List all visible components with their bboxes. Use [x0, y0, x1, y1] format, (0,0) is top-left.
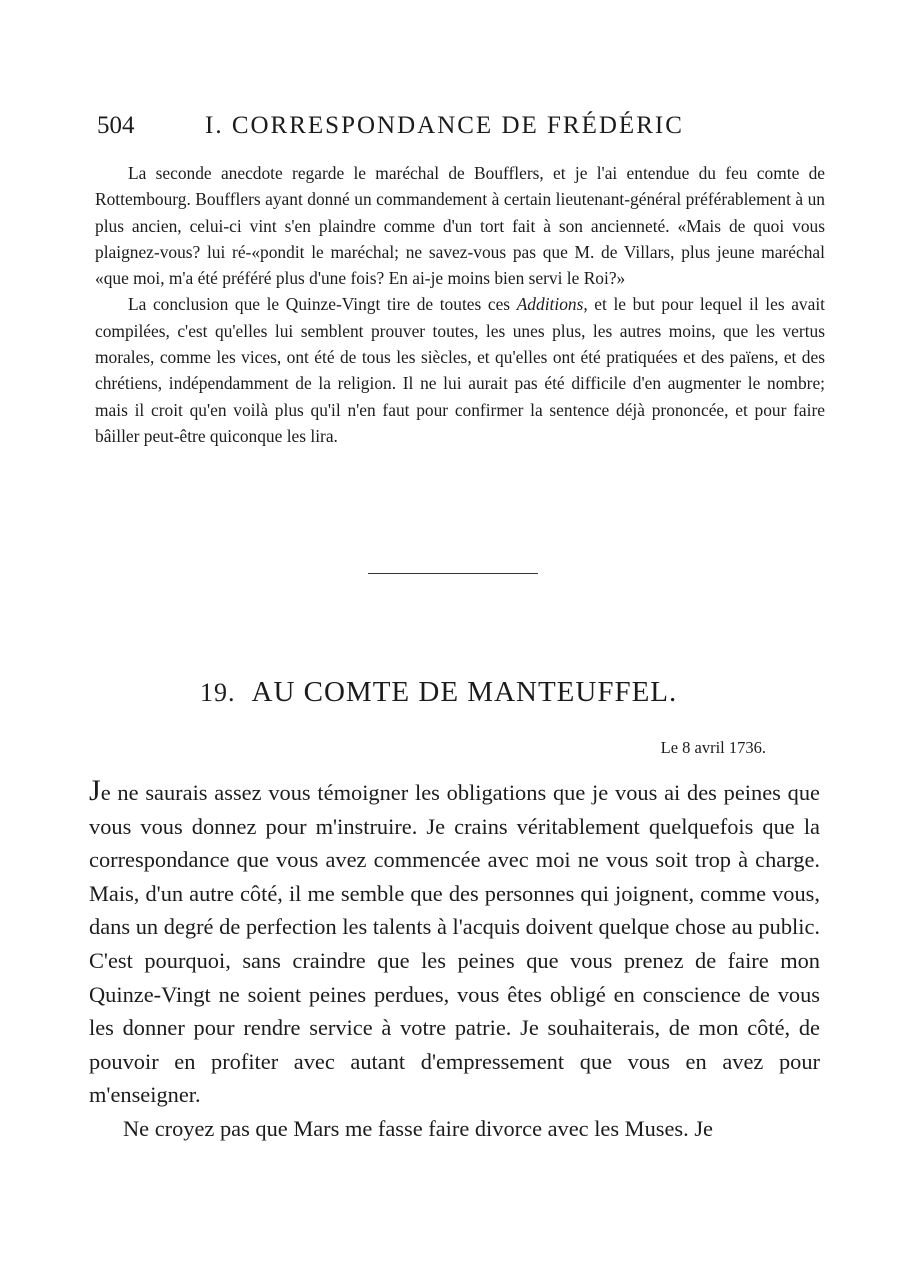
previous-letter-text — [95, 160, 825, 449]
running-head — [97, 112, 717, 140]
drop-cap: J — [89, 774, 101, 807]
italic-title: Additions, — [516, 294, 588, 315]
letter-body — [89, 776, 820, 1146]
paragraph-text: et le but pour lequel il les avait compilées, c'est qu'elles lui semblent prouver toutes, les unes plus, les autres moins, que les vertus morales, comme les vices, ont été de tous les siècles, et qu'elles ont été pratiquées et des païens, et des chrétiens, indépendamment de la religion. Il ne lui aurait pas été difficile d'en augmenter le nombre; mais il croit qu'en voilà plus qu'il n'en faut pour confirmer la sentence déjà prononcée, et pour faire bâiller peut-être quiconque les lira. — [95, 294, 825, 446]
page-number: 504 — [97, 112, 135, 139]
paragraph-text: e ne saurais assez vous témoigner les obligations que je vous ai des peines que vous vous donnez pour m'instruire. Je crains véritablement quelquefois que la correspondance que vous avez commencée avec moi ne vous soit trop à charge. Mais, d'un autre côté, il me semble que des personnes qui joignent, comme vous, dans un degré de perfection les talents à l'acquis doivent quelque chose au public. C'est pourquoi, sans craindre que les peines que vous prenez de faire mon Quinze-Vingt ne soient peines perdues, vous êtes obligé en conscience de vous les donner pour rendre service à votre patrie. Je souhaiterais, de mon côté, de pouvoir en profiter avec autant d'empressement que vous en avez pour m'enseigner. — [89, 780, 820, 1108]
letter-number: 19. — [200, 678, 236, 707]
letter-heading — [200, 676, 740, 709]
paragraph: La seconde anecdote regarde le maréchal de Boufflers, et je l'ai entendue du feu comte de Rottembourg. Boufflers ayant donné un commandement à certain lieutenant-général préférablement à un plus ancien, celui-ci vint s'en plaindre comme d'un tort fait à son ancienneté. «Mais de quoi vous plaignez-vous? lui ré-«pondit le maréchal; ne savez-vous pas que M. de Villars, plus jeune maréchal «que moi, m'a été préféré plus d'une fois? En ai-je moins bien servi le Roi?» — [95, 163, 825, 289]
paragraph: Ne croyez pas que Mars me fasse faire divorce avec les Muses. Je — [123, 1115, 713, 1141]
letter-title: AU COMTE DE MANTEUFFEL. — [251, 676, 678, 708]
paragraph — [89, 776, 820, 1112]
letter-date: Le 8 avril 1736. — [660, 738, 766, 757]
paragraph-text: La conclusion que le Quinze-Vingt tire de toutes ces — [128, 294, 517, 315]
section-divider — [368, 573, 538, 574]
paragraph — [95, 291, 825, 449]
running-title: I. CORRESPONDANCE DE FRÉDÉRIC — [205, 112, 684, 139]
